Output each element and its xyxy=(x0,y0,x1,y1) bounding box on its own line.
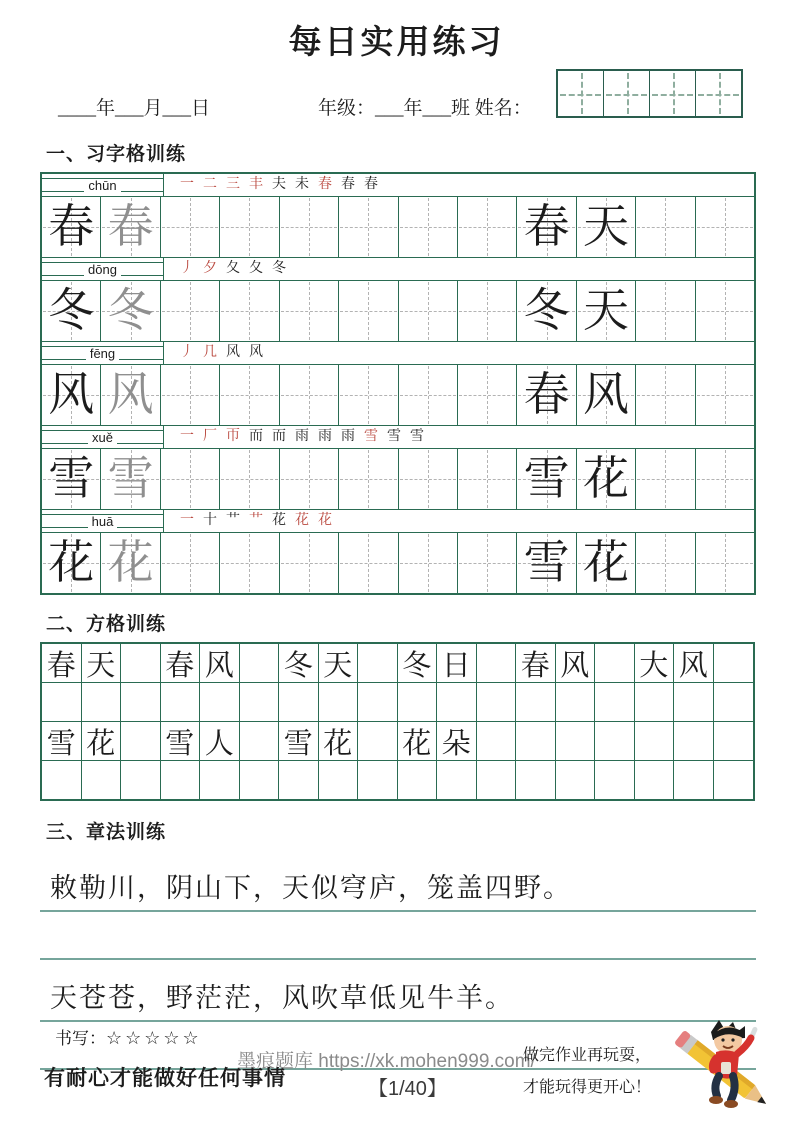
fangge-cell xyxy=(674,683,714,722)
name-grid-cell xyxy=(695,71,741,116)
xizige-practice-cell xyxy=(220,197,279,257)
stroke-order-step: 春 xyxy=(364,177,378,192)
xizige-practice-cell xyxy=(101,365,160,425)
xizige-practice-cell xyxy=(399,449,458,509)
fangge-cell xyxy=(635,683,675,722)
xizige-row-header xyxy=(42,426,754,449)
xizige-practice-cell xyxy=(517,281,576,341)
stroke-order-step: 而 xyxy=(249,429,263,444)
fangge-cell xyxy=(595,644,635,683)
composition-line xyxy=(40,912,756,960)
xizige-practice-cell xyxy=(399,197,458,257)
name-label: 姓名： xyxy=(474,98,532,119)
fangge-cell xyxy=(635,722,675,761)
date-blank-line: ____年___月___日 xyxy=(58,98,211,119)
xizige-practice-cell xyxy=(696,533,754,593)
trace-character: 冬 xyxy=(107,285,154,336)
pinyin-label: huā xyxy=(88,515,118,528)
xizige-practice-cell xyxy=(636,197,695,257)
stroke-order-step: 丿 xyxy=(180,345,194,360)
fangge-cell xyxy=(595,761,635,799)
stroke-order-step: 十 xyxy=(203,513,217,528)
stroke-order-step: 艹 xyxy=(226,513,240,528)
xizige-practice-cell xyxy=(458,533,517,593)
fangge-cell xyxy=(358,722,398,761)
fangge-cell xyxy=(674,761,714,799)
composition-line xyxy=(40,850,756,912)
xizige-practice-cell xyxy=(696,365,754,425)
stroke-order-step: 雨 xyxy=(318,429,332,444)
pinyin-label: xuě xyxy=(88,431,117,444)
grade-blank-line: 年级：___年___班 xyxy=(318,98,471,119)
xizige-practice-cell xyxy=(458,449,517,509)
play-tip-text xyxy=(523,1040,651,1104)
xizige-practice-cell xyxy=(280,449,339,509)
play-tip-line1: 做完作业再玩耍， xyxy=(522,1047,651,1064)
fangge-cell xyxy=(240,761,280,799)
model-character: 天 xyxy=(583,201,629,252)
pinyin-fourline-box xyxy=(42,342,164,364)
fangge-cell: 花 xyxy=(398,722,438,761)
xizige-practice-cell xyxy=(161,197,220,257)
fangge-cell: 冬 xyxy=(279,644,319,683)
fangge-cell xyxy=(279,683,319,722)
xizige-practice-cell xyxy=(458,197,517,257)
model-character: 春 xyxy=(48,201,95,252)
fangge-cell xyxy=(240,722,280,761)
section2-title: 二、方格训练 xyxy=(46,614,167,635)
stroke-order-step: 风 xyxy=(249,345,263,360)
stroke-order-step: 风 xyxy=(226,345,240,360)
fangge-cell: 冬 xyxy=(398,644,438,683)
model-character: 春 xyxy=(523,201,570,252)
footer xyxy=(0,1018,793,1122)
stroke-order-step: 几 xyxy=(203,345,217,360)
xizige-row-header xyxy=(42,510,754,533)
name-grid-cell xyxy=(558,71,603,116)
xizige-practice-cell xyxy=(577,197,636,257)
xizige-practice-cell xyxy=(161,449,220,509)
fangge-cell xyxy=(516,722,556,761)
motto-text: 有耐心才能做好任何事情 xyxy=(44,1067,286,1090)
page-number: 【1/40】 xyxy=(368,1078,447,1100)
xizige-practice-cell xyxy=(220,281,279,341)
xizige-row-block xyxy=(42,426,754,510)
xizige-practice-cell xyxy=(339,365,398,425)
stroke-order-step: 雪 xyxy=(410,429,424,444)
grade-class-name-line xyxy=(318,93,532,120)
fangge-cell xyxy=(82,683,122,722)
stroke-order-sequence xyxy=(164,510,754,532)
fangge-cell xyxy=(161,761,201,799)
star-rating-icons: ☆☆☆☆☆ xyxy=(106,1028,202,1048)
xizige-practice-cell xyxy=(339,449,398,509)
xizige-practice-cell xyxy=(517,533,576,593)
pinyin-label: fēng xyxy=(86,347,119,360)
xizige-practice-cell xyxy=(577,533,636,593)
fangge-cell xyxy=(319,683,359,722)
stroke-order-step: 二 xyxy=(203,177,217,192)
fangge-cell xyxy=(714,722,754,761)
name-grid-cell xyxy=(649,71,695,116)
fangge-cell xyxy=(121,683,161,722)
xizige-practice-cell xyxy=(339,533,398,593)
stroke-order-step: 花 xyxy=(295,513,309,528)
fangge-cell xyxy=(635,761,675,799)
model-character: 冬 xyxy=(48,285,95,336)
model-character: 冬 xyxy=(523,285,570,336)
xizige-practice-cell xyxy=(577,449,636,509)
xizige-practice-cell xyxy=(636,449,695,509)
composition-text: 敕勒川，阴山下，天似穹庐，笼盖四野。 xyxy=(50,872,572,903)
xizige-practice-cell xyxy=(696,281,754,341)
xizige-practice-cell xyxy=(280,281,339,341)
pinyin-fourline-box xyxy=(42,174,164,196)
trace-character: 春 xyxy=(107,201,154,252)
stroke-order-sequence xyxy=(164,426,754,448)
stroke-order-step: 一 xyxy=(180,429,194,444)
xizige-practice-cell xyxy=(517,449,576,509)
xizige-practice-cell xyxy=(577,281,636,341)
fangge-cell: 日 xyxy=(437,644,477,683)
xizige-practice-cell xyxy=(101,533,160,593)
fangge-cell xyxy=(279,761,319,799)
xizige-practice-cell xyxy=(339,197,398,257)
fangge-cell: 春 xyxy=(161,644,201,683)
fangge-cell xyxy=(595,683,635,722)
fangge-cell xyxy=(714,683,754,722)
stroke-order-step: 雨 xyxy=(295,429,309,444)
stroke-order-step: 而 xyxy=(272,429,286,444)
word-practice-grid xyxy=(40,642,755,801)
xizige-practice-cell xyxy=(161,533,220,593)
fangge-cell xyxy=(556,761,596,799)
xizige-practice-cell xyxy=(220,449,279,509)
fangge-cell xyxy=(240,683,280,722)
pinyin-fourline-box xyxy=(42,426,164,448)
model-character: 雪 xyxy=(523,453,570,504)
xizige-practice-cell xyxy=(399,281,458,341)
fangge-cell xyxy=(200,683,240,722)
xizige-practice-cell xyxy=(339,281,398,341)
xizige-practice-cell xyxy=(220,365,279,425)
xizige-practice-cell xyxy=(517,365,576,425)
section1-title: 一、习字格训练 xyxy=(46,144,187,165)
fangge-cell xyxy=(121,722,161,761)
stroke-order-step: 帀 xyxy=(226,429,240,444)
trace-character: 雪 xyxy=(107,453,154,504)
stroke-order-step: 雨 xyxy=(341,429,355,444)
section3-title: 三、章法训练 xyxy=(46,822,167,843)
model-character: 花 xyxy=(48,537,95,588)
fangge-cell: 大 xyxy=(635,644,675,683)
fangge-cell: 天 xyxy=(82,644,122,683)
fangge-cell xyxy=(358,644,398,683)
trace-character: 风 xyxy=(107,369,154,420)
fangge-cell xyxy=(358,683,398,722)
page-title: 每日实用练习 xyxy=(288,23,505,60)
fangge-cell xyxy=(121,761,161,799)
xizige-practice-cell xyxy=(161,281,220,341)
xizige-cell-row xyxy=(42,365,754,426)
model-character: 春 xyxy=(523,369,570,420)
fangge-cell: 雪 xyxy=(42,722,82,761)
header-meta xyxy=(0,67,793,129)
stroke-order-step: 夫 xyxy=(272,177,286,192)
composition-text: 天苍苍，野茫茫，风吹草低见牛羊。 xyxy=(50,982,514,1013)
xizige-practice-cell xyxy=(696,449,754,509)
xizige-cell-row xyxy=(42,449,754,510)
fangge-cell xyxy=(240,644,280,683)
xizige-row-header xyxy=(42,174,754,197)
fangge-cell xyxy=(556,683,596,722)
xizige-practice-cell xyxy=(42,197,101,257)
pinyin-label: chūn xyxy=(84,179,120,192)
fangge-cell xyxy=(556,722,596,761)
fangge-cell: 天 xyxy=(319,644,359,683)
watermark-link-text: 墨痕题库 https://xk.mohen999.com/ xyxy=(237,1051,536,1072)
xizige-practice-cell xyxy=(42,281,101,341)
composition-line xyxy=(40,960,756,1022)
fangge-cell: 朵 xyxy=(437,722,477,761)
stroke-order-step: 夂 xyxy=(249,261,263,276)
handwriting-rating xyxy=(55,1024,202,1049)
stroke-order-step: 花 xyxy=(318,513,332,528)
model-character: 天 xyxy=(583,285,629,336)
xizige-practice-cell xyxy=(280,365,339,425)
xizige-practice-cell xyxy=(636,365,695,425)
stroke-order-step: 一 xyxy=(180,177,194,192)
stroke-order-sequence xyxy=(164,258,754,280)
xizige-practice-cell xyxy=(220,533,279,593)
xizige-practice-cell xyxy=(161,365,220,425)
xizige-practice-cell xyxy=(101,449,160,509)
stroke-order-step: 一 xyxy=(180,513,194,528)
pinyin-fourline-box xyxy=(42,258,164,280)
xizige-row-header xyxy=(42,342,754,365)
stroke-order-step: 冬 xyxy=(272,261,286,276)
pinyin-label: dōng xyxy=(84,263,121,276)
stroke-order-step: 雪 xyxy=(387,429,401,444)
fangge-cell: 风 xyxy=(674,644,714,683)
stroke-order-step: 花 xyxy=(272,513,286,528)
pencil-boy-mascot-illustration xyxy=(653,1018,793,1120)
fangge-cell xyxy=(477,761,517,799)
stroke-order-step: 雪 xyxy=(364,429,378,444)
name-writing-grid xyxy=(556,69,743,118)
fangge-cell xyxy=(161,683,201,722)
xizige-row-block xyxy=(42,174,754,258)
stroke-order-step: 未 xyxy=(295,177,309,192)
xizige-cell-row xyxy=(42,281,754,342)
fangge-cell: 风 xyxy=(556,644,596,683)
xizige-row-header xyxy=(42,258,754,281)
stroke-order-sequence xyxy=(164,174,754,196)
xizige-row-block xyxy=(42,342,754,426)
stroke-order-step: 春 xyxy=(341,177,355,192)
xizige-practice-cell xyxy=(636,281,695,341)
fangge-cell: 风 xyxy=(200,644,240,683)
fangge-cell xyxy=(477,683,517,722)
fangge-cell xyxy=(398,683,438,722)
xizige-practice-cell xyxy=(42,449,101,509)
xizige-practice-cell xyxy=(399,365,458,425)
character-practice-table xyxy=(40,172,756,595)
fangge-cell: 人 xyxy=(200,722,240,761)
fangge-cell xyxy=(42,683,82,722)
fangge-cell xyxy=(477,644,517,683)
rating-label: 书写： xyxy=(55,1029,106,1048)
fangge-cell: 花 xyxy=(82,722,122,761)
fangge-cell xyxy=(714,644,754,683)
model-character: 雪 xyxy=(48,453,95,504)
fangge-cell xyxy=(437,683,477,722)
fangge-cell xyxy=(398,761,438,799)
xizige-practice-cell xyxy=(42,365,101,425)
model-character: 花 xyxy=(583,453,629,504)
xizige-practice-cell xyxy=(458,281,517,341)
fangge-cell xyxy=(477,722,517,761)
fangge-cell: 花 xyxy=(319,722,359,761)
fangge-cell xyxy=(516,761,556,799)
xizige-cell-row xyxy=(42,533,754,593)
fangge-cell xyxy=(319,761,359,799)
fangge-cell xyxy=(595,722,635,761)
xizige-practice-cell xyxy=(280,197,339,257)
xizige-practice-cell xyxy=(517,197,576,257)
xizige-practice-cell xyxy=(577,365,636,425)
fangge-cell xyxy=(358,761,398,799)
name-grid-cell xyxy=(603,71,649,116)
xizige-row-block xyxy=(42,258,754,342)
xizige-practice-cell xyxy=(696,197,754,257)
xizige-practice-cell xyxy=(101,281,160,341)
fangge-cell: 春 xyxy=(42,644,82,683)
pinyin-fourline-box xyxy=(42,510,164,532)
stroke-order-step: 丿 xyxy=(180,261,194,276)
xizige-row-block xyxy=(42,510,754,593)
fangge-cell xyxy=(42,761,82,799)
stroke-order-step: 夂 xyxy=(226,261,240,276)
fangge-cell: 雪 xyxy=(279,722,319,761)
fangge-cell xyxy=(714,761,754,799)
model-character: 花 xyxy=(583,537,629,588)
stroke-order-step: 厂 xyxy=(203,429,217,444)
model-character: 雪 xyxy=(523,537,570,588)
model-character: 风 xyxy=(48,369,95,420)
fangge-cell xyxy=(121,644,161,683)
stroke-order-step: 春 xyxy=(318,177,332,192)
fangge-cell xyxy=(200,761,240,799)
fangge-cell xyxy=(82,761,122,799)
xizige-practice-cell xyxy=(101,197,160,257)
model-character: 风 xyxy=(583,369,629,420)
fangge-cell: 雪 xyxy=(161,722,201,761)
xizige-practice-cell xyxy=(636,533,695,593)
stroke-order-step: 艹 xyxy=(249,513,263,528)
fangge-cell: 春 xyxy=(516,644,556,683)
stroke-order-step: 三 xyxy=(226,177,240,192)
fangge-cell xyxy=(674,722,714,761)
play-tip-line2: 才能玩得更开心！ xyxy=(522,1079,651,1096)
xizige-cell-row xyxy=(42,197,754,258)
xizige-practice-cell xyxy=(280,533,339,593)
stroke-order-sequence xyxy=(164,342,754,364)
trace-character: 花 xyxy=(107,537,154,588)
xizige-practice-cell xyxy=(399,533,458,593)
xizige-practice-cell xyxy=(458,365,517,425)
stroke-order-step: 夕 xyxy=(203,261,217,276)
stroke-order-step: 丰 xyxy=(249,177,263,192)
fangge-cell xyxy=(437,761,477,799)
xizige-practice-cell xyxy=(42,533,101,593)
fangge-cell xyxy=(516,683,556,722)
